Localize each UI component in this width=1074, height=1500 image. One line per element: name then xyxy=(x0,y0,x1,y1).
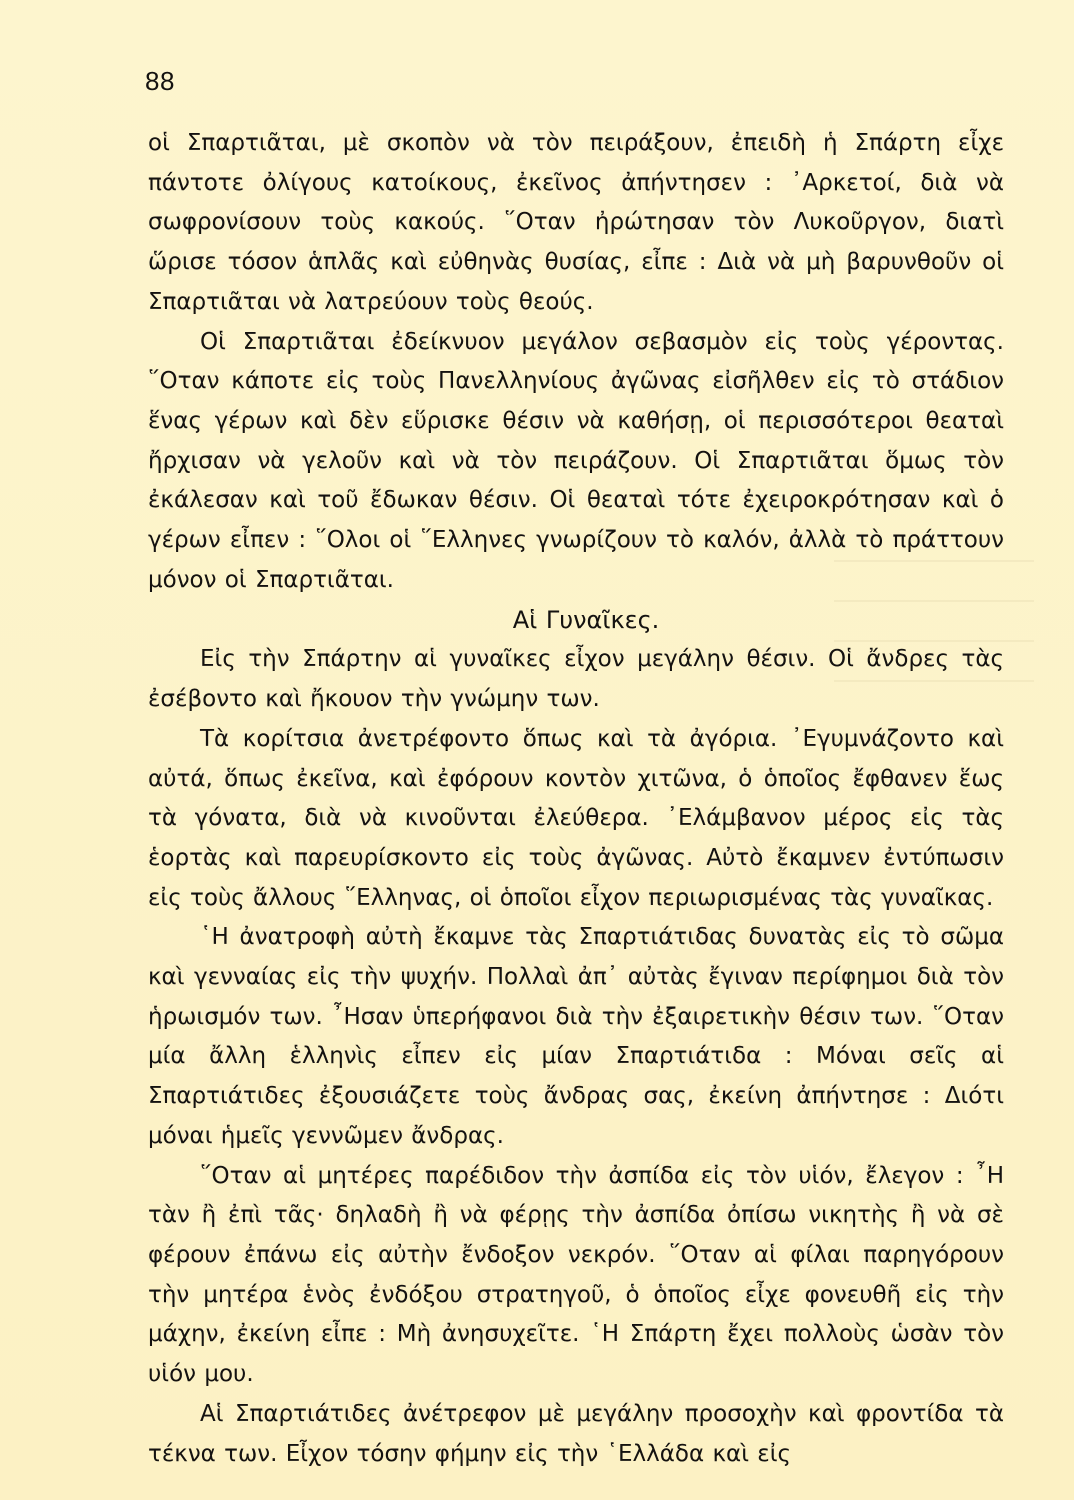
paragraph-continued: οἱ Σπαρτιᾶται, μὲ σκοπὸν νὰ τὸν πειράξουν, ἐπειδὴ ἡ Σπάρτη εἶχε πάντοτε ὀλίγους κατοίκους, ἐκεῖνος ἀπήντησεν : ᾿Αρκετοί, διὰ νὰ σωφρονίσουν τοὺς κακούς. ῞Οταν ἠρώτησαν τὸν Λυκοῦργον, διατὶ ὥρισε τόσον ἁπλᾶς καὶ εὐθηνὰς θυσίας, εἶπε : Διὰ νὰ μὴ βαρυνθοῦν οἱ Σπαρτιᾶται νὰ λατρεύουν τοὺς θεούς. xyxy=(148,130,1004,315)
page-body xyxy=(148,124,1004,1474)
section-heading: Αἱ Γυναῖκες. xyxy=(512,606,660,635)
paragraph-elders: Οἱ Σπαρτιᾶται ἐδείκνυον μεγάλον σεβασμὸν εἰς τοὺς γέροντας. ῞Οταν κάποτε εἰς τοὺς Πανελληνίους ἀγῶνας εἰσῆλθεν εἰς τὸ στάδιον ἕνας γέρων καὶ δὲν εὕρισκε θέσιν νὰ καθήσῃ, οἱ περισσότεροι θεαταὶ ἤρχισαν νὰ γελοῦν καὶ νὰ τὸν πειράζουν. Οἱ Σπαρτιᾶται ὅμως τὸν ἐκάλεσαν καὶ τοῦ ἔδωκαν θέσιν. Οἱ θεαταὶ τότε ἐχειροκρότησαν καὶ ὁ γέρων εἶπεν : ῞Ολοι οἱ ῞Ελληνες γνωρίζουν τὸ καλόν, ἀλλὰ τὸ πράττουν μόνον οἱ Σπαρτιᾶται. xyxy=(148,328,1004,593)
paragraph-women-position: Εἰς τὴν Σπάρτην αἱ γυναῖκες εἶχον μεγάλην θέσιν. Οἱ ἄνδρες τὰς ἐσέβοντο καὶ ἤκουον τὴν γνώμην των. xyxy=(148,646,1004,713)
paragraph-girls-upbringing: Τὰ κορίτσια ἀνετρέφοντο ὅπως καὶ τὰ ἀγόρια. ᾿Εγυμνάζοντο καὶ αὐτά, ὅπως ἐκεῖνα, καὶ ἐφόρουν κοντὸν χιτῶνα, ὁ ὁποῖος ἔφθανεν ἕως τὰ γόνατα, διὰ νὰ κινοῦνται ἐλεύθερα. ᾿Ελάμβανον μέρος εἰς τὰς ἑορτὰς καὶ παρευρίσκοντο εἰς τοὺς ἀγῶνας. Αὐτὸ ἔκαμνεν ἐντύπωσιν εἰς τοὺς ἄλλους ῞Ελληνας, οἱ ὁποῖοι εἶχον περιωρισμένας τὰς γυναῖκας. xyxy=(148,725,1004,911)
page-number: 88 xyxy=(145,66,175,96)
paragraph-children: Αἱ Σπαρτιάτιδες ἀνέτρεφον μὲ μεγάλην προσοχὴν καὶ φροντίδα τὰ τέκνα των. Εἶχον τόσην φήμην εἰς τὴν ῾Ελλάδα καὶ εἰς xyxy=(148,1400,1004,1467)
paragraph-mothers-shield: ῞Οταν αἱ μητέρες παρέδιδον τὴν ἀσπίδα εἰς τὸν υἱόν, ἔλεγον : ῏Η τὰν ἢ ἐπὶ τᾶς· δηλαδὴ ἢ νὰ φέρῃς τὴν ἀσπίδα ὀπίσω νικητὴς ἢ νὰ σὲ φέρουν ἐπάνω εἰς αὐτὴν ἔνδοξον νεκρόν. ῞Οταν αἱ φίλαι παρηγόρουν τὴν μητέρα ἑνὸς ἐνδόξου στρατηγοῦ, ὁ ὁποῖος εἶχε φονευθῆ εἰς τὴν μάχην, ἐκείνη εἶπε : Μὴ ἀνησυχεῖτε. ῾Η Σπάρτη ἔχει πολλοὺς ὡσὰν τὸν υἱόν μου. xyxy=(148,1162,1004,1388)
paragraph-spartan-women: ῾Η ἀνατροφὴ αὐτὴ ἔκαμνε τὰς Σπαρτιάτιδας δυνατὰς εἰς τὸ σῶμα καὶ γενναίας εἰς τὴν ψυχήν. Πολλαὶ ἀπ᾿ αὐτὰς ἔγιναν περίφημοι διὰ τὸν ἡρωισμόν των. ῏Ησαν ὑπερήφανοι διὰ τὴν ἐξαιρετικὴν θέσιν των. ῞Οταν μία ἄλλη ἑλληνὶς εἶπεν εἰς μίαν Σπαρτιάτιδα : Μόναι σεῖς αἱ Σπαρτιάτιδες ἐξουσιάζετε τοὺς ἄνδρας σας, ἐκείνη ἀπήντησε : Διότι μόναι ἡμεῖς γεννῶμεν ἄνδρας. xyxy=(148,924,1004,1149)
